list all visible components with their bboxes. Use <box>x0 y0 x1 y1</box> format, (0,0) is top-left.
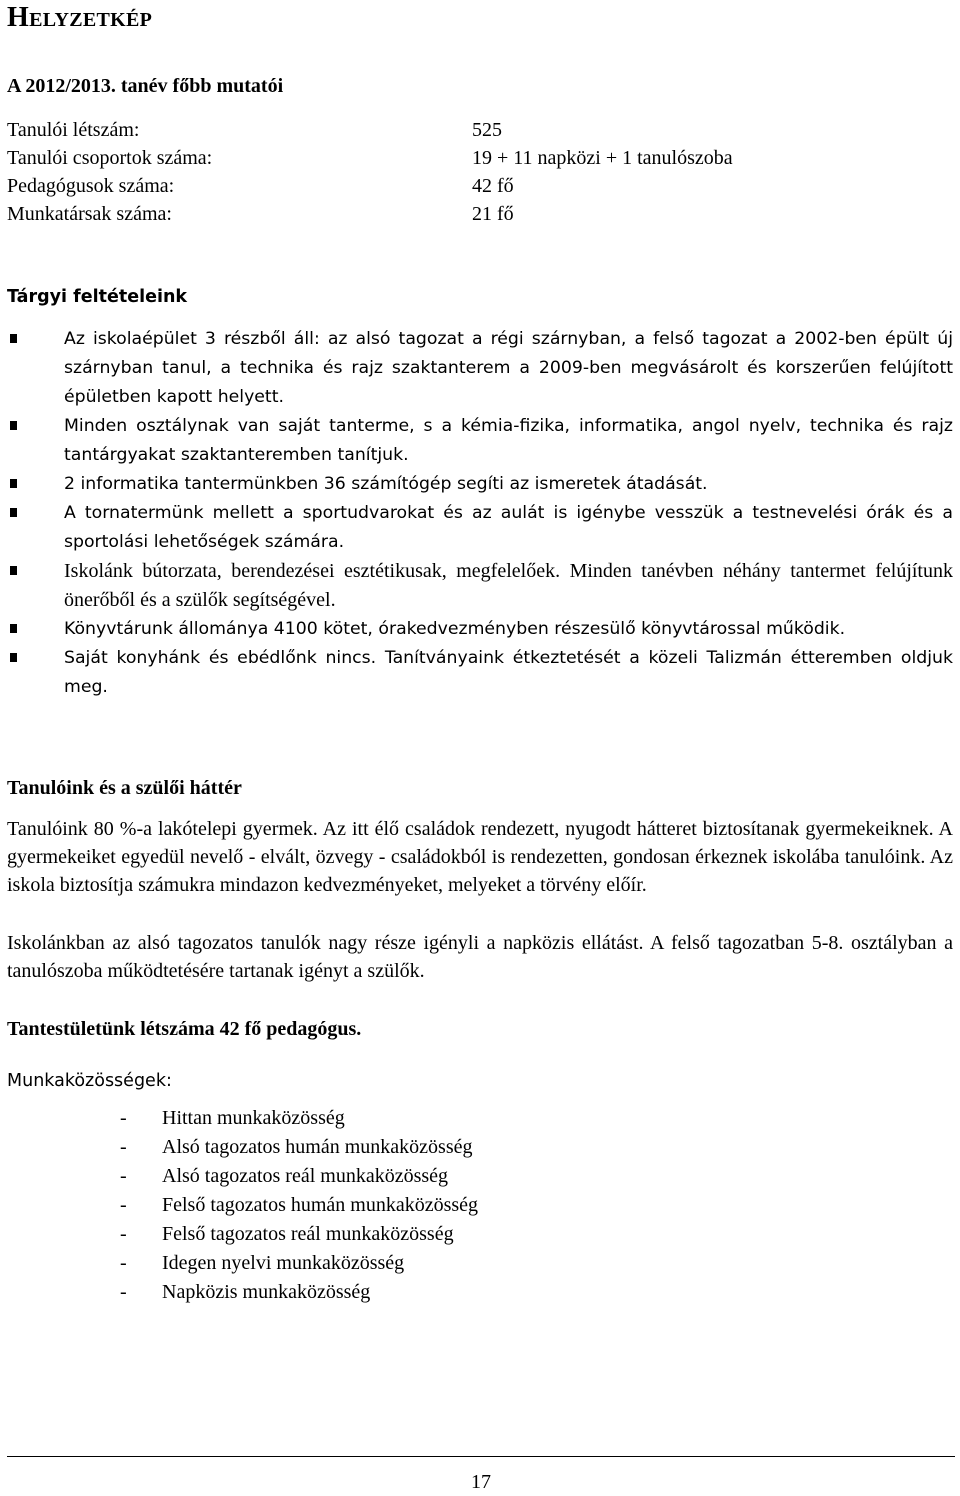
square-bullet-icon <box>10 421 17 430</box>
indicator-row <box>7 144 955 172</box>
list-item <box>120 1278 478 1307</box>
indicator-value: 21 fő <box>472 203 514 225</box>
dash-bullet-icon: - <box>120 1223 127 1245</box>
square-bullet-icon <box>10 624 17 633</box>
list-item <box>7 615 953 644</box>
square-bullet-icon <box>10 566 17 575</box>
dash-bullet-icon: - <box>120 1281 127 1303</box>
groups-list <box>120 1104 478 1307</box>
year-heading: A 2012/2013. tanév főbb mutatói <box>7 75 284 97</box>
square-bullet-icon <box>10 334 17 343</box>
dash-bullet-icon: - <box>120 1252 127 1274</box>
list-item-text: Idegen nyelvi munkaközösség <box>162 1252 405 1274</box>
list-item-text: Felső tagozatos reál munkaközösség <box>162 1223 454 1245</box>
indicator-label: Pedagógusok száma: <box>7 175 175 197</box>
list-item <box>7 499 953 557</box>
list-item-text: Az iskolaépület 3 részből áll: az alsó tagozat a régi szárnyban, a felső tagozat a 2002-ben épült új szárnyban tanul, a technika és rajz szaktanterem a 2009-ben megvásárolt és korszerűen felújított épületben kapott helyett. <box>64 329 953 407</box>
indicator-value: 525 <box>472 119 502 141</box>
list-item-text: Minden osztálynak van saját tanterme, s a kémia-fizika, informatika, angol nyelv, technika és rajz tantárgyakat szaktanteremben tanítjuk. <box>64 416 953 465</box>
indicator-row <box>7 200 955 228</box>
dash-bullet-icon: - <box>120 1107 127 1129</box>
list-item <box>120 1104 478 1133</box>
list-item <box>7 325 953 412</box>
indicator-row <box>7 116 955 144</box>
conditions-list <box>7 325 953 702</box>
list-item <box>120 1220 478 1249</box>
list-item <box>7 557 953 615</box>
list-item-text: Iskolánk bútorzata, berendezései esztétikusak, megfelelőek. Minden tanévben néhány tantermet felújítunk önerőből és a szülők segítségével. <box>64 560 953 611</box>
indicator-list <box>7 116 955 228</box>
list-item-text: A tornatermünk mellett a sportudvarokat és az aulát is igénybe vesszük a testnevelési órák és a sportolási lehetőségek számára. <box>64 503 953 552</box>
list-item-text: Alsó tagozatos humán munkaközösség <box>162 1136 473 1158</box>
groups-heading: Munkaközösségek: <box>7 1071 172 1091</box>
indicator-label: Tanulói létszám: <box>7 119 140 141</box>
list-item-text: Felső tagozatos humán munkaközösség <box>162 1194 479 1216</box>
staff-heading: Tantestületünk létszáma 42 fő pedagógus. <box>7 1018 362 1040</box>
square-bullet-icon <box>10 653 17 662</box>
dash-bullet-icon: - <box>120 1136 127 1158</box>
page-title: Helyzetkép <box>7 2 153 33</box>
list-item <box>120 1162 478 1191</box>
indicator-value: 42 fő <box>472 175 514 197</box>
background-paragraph: Tanulóink 80 %-a lakótelepi gyermek. Az itt élő családok rendezett, nyugodt hátteret biztosítanak gyermekeiknek. A gyermekeiket egyedül nevelő - elvált, özvegy - családokból is rendezetten, gondosan érkeznek iskolába tanulóink. Az iskola biztosítja számukra mindazon kedvezményeket, melyeket a törvény előír. <box>7 818 953 896</box>
list-item-text: Saját konyhánk és ebédlőnk nincs. Tanítványaink étkeztetését a közeli Talizmán étteremben oldjuk meg. <box>64 648 953 697</box>
list-item-text: Napközis munkaközösség <box>162 1281 371 1303</box>
indicator-row <box>7 172 955 200</box>
background-heading: Tanulóink és a szülői háttér <box>7 777 242 799</box>
indicator-value: 19 + 11 napközi + 1 tanulószoba <box>472 147 733 169</box>
list-item <box>120 1249 478 1278</box>
square-bullet-icon <box>10 479 17 488</box>
list-item <box>120 1191 478 1220</box>
indicator-label: Munkatársak száma: <box>7 203 172 225</box>
dash-bullet-icon: - <box>120 1194 127 1216</box>
list-item <box>7 412 953 470</box>
list-item-text: Alsó tagozatos reál munkaközösség <box>162 1165 449 1187</box>
list-item-text: Hittan munkaközösség <box>162 1107 345 1129</box>
indicator-label: Tanulói csoportok száma: <box>7 147 213 169</box>
list-item-text: Könyvtárunk állománya 4100 kötet, órakedvezményben részesülő könyvtárossal működik. <box>64 619 846 639</box>
list-item <box>120 1133 478 1162</box>
background-paragraph: Iskolánkban az alsó tagozatos tanulók nagy része igényli a napközis ellátást. A felső tagozatban 5-8. osztályban a tanulószoba működtetésére tartanak igényt a szülők. <box>7 932 953 982</box>
dash-bullet-icon: - <box>120 1165 127 1187</box>
footer-divider <box>7 1456 955 1457</box>
list-item <box>7 470 953 499</box>
square-bullet-icon <box>10 508 17 517</box>
list-item-text: 2 informatika tantermünkben 36 számítógép segíti az ismeretek átadását. <box>64 474 708 494</box>
conditions-heading: Tárgyi feltételeink <box>7 287 188 307</box>
page-number: 17 <box>471 1471 491 1493</box>
list-item <box>7 644 953 702</box>
